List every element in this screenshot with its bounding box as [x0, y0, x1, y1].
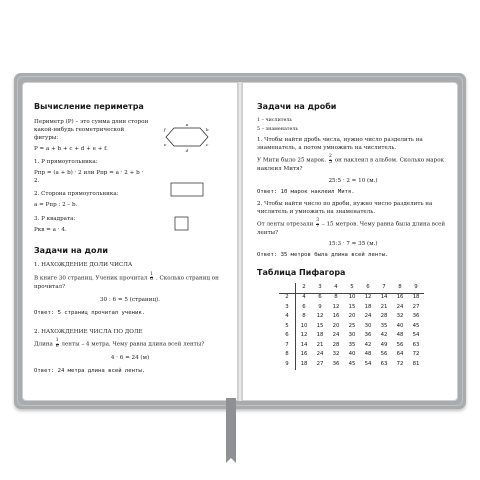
table-cell: 8: [392, 283, 408, 293]
table-row: [279, 360, 424, 370]
table-cell: 9: [279, 360, 296, 370]
table-cell: 35: [380, 322, 388, 329]
table-cell: 28: [332, 341, 340, 348]
table-cell: 36: [412, 313, 420, 320]
table-cell: 72: [396, 360, 404, 367]
square-title: 3. P квадрата:: [34, 215, 76, 222]
table-cell: 10: [300, 322, 308, 329]
hex-label-b: b: [206, 126, 209, 132]
table-cell: 24: [332, 332, 340, 339]
fractions-title: Задачи на доли: [34, 245, 108, 255]
rect-formula: Pпр = (a + b) · 2 или Pпр = a · 2 + b · 2.: [34, 170, 144, 185]
table-cell: 28: [380, 313, 388, 320]
table-cell: 32: [396, 313, 404, 320]
table-cell: 4: [302, 294, 306, 301]
table-cell: 36: [332, 360, 340, 367]
s2-calculation: 4 · 6 = 24 (м): [110, 355, 150, 362]
hexagon-diagram: [160, 120, 216, 154]
s2-answer: Ответ: 24 метра длина всей ленты.: [34, 368, 146, 375]
table-cell: 48: [364, 351, 372, 358]
table-cell: 4: [279, 313, 296, 323]
table-cell: 15: [316, 322, 324, 329]
table-cell: 49: [380, 341, 388, 348]
table-cell: 18: [300, 360, 308, 367]
table-cell: 64: [396, 351, 404, 358]
table-cell: 40: [348, 351, 356, 358]
table-cell: 18: [364, 303, 372, 310]
drobi-example1: [257, 155, 449, 173]
table-cell: 2: [279, 293, 296, 303]
table-row: [279, 313, 424, 323]
s1-text-b: . Сколько страниц он прочитал?: [34, 275, 219, 290]
table-cell: 20: [332, 322, 340, 329]
table-cell: 3: [279, 303, 296, 313]
drobi-title: Задачи на дроби: [257, 102, 337, 111]
table-cell: 6: [302, 303, 306, 310]
fraction-section1-title: 1. НАХОЖДЕНИЕ ДОЛИ ЧИСЛА: [34, 262, 133, 269]
table-cell: 12: [316, 313, 324, 320]
table-cell: 56: [380, 351, 388, 358]
ex1-text-a: У Мити было 25 марок.: [257, 157, 327, 164]
table-cell: 36: [364, 332, 372, 339]
table-cell: 54: [412, 332, 420, 339]
table-cell: 24: [316, 351, 324, 358]
table-cell: 48: [396, 332, 404, 339]
hex-label-e: e: [164, 141, 167, 147]
pythagoras-title: Таблица Пифагора: [257, 267, 346, 277]
table-cell: 5: [344, 283, 360, 293]
ex2-answer: Ответ: 35 метров была длина всей ленты.: [257, 252, 389, 259]
table-row: [279, 351, 424, 361]
table-cell: 8: [334, 294, 338, 301]
table-cell: 12: [300, 332, 308, 339]
table-cell: 21: [316, 341, 324, 348]
s1-answer: Ответ: 5 страниц прочитал ученик.: [34, 309, 146, 316]
table-cell: 42: [364, 341, 372, 348]
table-cell: 4: [328, 283, 344, 293]
table-cell: 5: [279, 322, 296, 332]
table-cell: 40: [396, 322, 404, 329]
table-cell: 6: [279, 332, 296, 342]
fraction-section1-text: [34, 273, 226, 291]
table-cell: 9: [318, 303, 322, 310]
table-cell: 25: [348, 322, 356, 329]
ex2-fraction: $\frac{3}{7}$: [316, 218, 320, 229]
table-cell: 14: [300, 341, 308, 348]
table-cell: 63: [380, 360, 388, 367]
table-cell: 72: [412, 351, 420, 358]
table-cell: 24: [396, 303, 404, 310]
table-header-row: [279, 283, 424, 293]
s1-calculation: 30 : 6 = 5 (страниц).: [99, 296, 161, 303]
perimeter-formula: P = a + b + c + d + e + f.: [34, 145, 108, 152]
rect-side-title: 2. Сторона прямоугольника:: [34, 191, 119, 198]
legend-denominator: 5 – знаменатель: [257, 126, 298, 132]
ex2-text-b: – 15 метров. Чему равна была длина всей ленты?: [257, 221, 446, 237]
table-row: [279, 322, 424, 332]
s1-fraction: $\frac{1}{6}$: [150, 271, 154, 283]
legend-numerator: 1 – числитель: [257, 117, 292, 123]
s2-fraction: $\frac{1}{6}$: [55, 338, 59, 349]
left-page-content: [34, 101, 226, 379]
bookmark-ribbon: [226, 398, 236, 458]
table-cell: 6: [360, 283, 376, 293]
hex-label-f: f: [164, 126, 166, 132]
table-cell: 81: [412, 360, 420, 367]
table-cell: 16: [396, 294, 404, 301]
table-cell: 12: [364, 294, 372, 301]
ex2-calculation: 15:3 · 7 = 35 (м.): [328, 241, 378, 248]
table-cell: 8: [302, 313, 306, 320]
table-cell: 45: [412, 322, 420, 329]
table-cell: 63: [412, 341, 420, 348]
table-cell: 42: [380, 332, 388, 339]
table-cell: 27: [316, 360, 324, 367]
table-cell: 24: [364, 313, 372, 320]
table-cell: 35: [348, 341, 356, 348]
table-row: [279, 341, 424, 351]
rect-title: 1. P прямоугольника:: [34, 159, 98, 166]
table-cell: 21: [380, 303, 388, 310]
table-cell: 12: [332, 303, 340, 310]
table-cell: 8: [279, 351, 296, 361]
table-cell: 7: [376, 283, 392, 293]
drobi-rule2: 2. Чтобы найти число по дроби, нужно число разделить на числитель и умножить на знаменатель.: [257, 200, 433, 215]
table-cell: 18: [316, 332, 324, 339]
table-cell: 15: [348, 303, 356, 310]
s2-text-a: Длина: [34, 341, 53, 348]
perimeter-title: Вычисление периметра: [34, 102, 144, 111]
table-row: [279, 293, 424, 303]
table-cell: 9: [408, 283, 424, 293]
table-cell: 30: [364, 322, 372, 329]
table-cell: 10: [348, 294, 356, 301]
page-fold: [238, 82, 242, 401]
table-cell: 16: [300, 351, 308, 358]
rectangle-diagram: [168, 180, 208, 198]
fraction-section2-text: [34, 339, 226, 349]
table-cell: 32: [332, 351, 340, 358]
table-cell: 30: [348, 332, 356, 339]
table-cell: [279, 283, 296, 293]
ex1-fraction: $\frac{2}{5}$: [328, 154, 332, 165]
ex1-answer: Ответ: 10 марок наклеил Митя.: [257, 188, 355, 195]
perimeter-definition: Периметр (P) – это сумма длин сторон какой-нибудь геометрической фигуры:: [34, 118, 149, 141]
table-cell: 14: [380, 294, 388, 301]
table-cell: 7: [279, 341, 296, 351]
table-cell: 18: [412, 294, 420, 301]
table-cell: 16: [332, 313, 340, 320]
fraction-section2-title: 2. НАХОЖДЕНИЕ ЧИСЛА ПО ДОЛЕ: [34, 329, 143, 336]
s1-text-a: В книге 30 страниц. Ученик прочитал: [34, 275, 148, 282]
s2-text-b: ленты – 4 метра. Чему равна длина всей ленты?: [61, 341, 205, 348]
ex1-text-b: он наклеил в альбом. Сколько марок наклеил Митя?: [257, 157, 445, 173]
ex1-calculation: 25:5 · 2 = 10 (м.): [328, 177, 378, 184]
square-formula: Pкв = a · 4.: [34, 226, 67, 233]
table-cell: 56: [396, 341, 404, 348]
right-page-content: [257, 101, 449, 370]
table-cell: 45: [348, 360, 356, 367]
table-cell: 3: [312, 283, 328, 293]
pythagoras-table: [279, 283, 424, 370]
table-row: [279, 303, 424, 313]
drobi-example2: [257, 219, 449, 237]
drobi-rule1: 1. Чтобы найти дробь числа, нужно число разделить на знаменатель, а потом умножить на числитель.: [257, 137, 423, 152]
table-row: [279, 332, 424, 342]
hex-label-d: d: [185, 147, 189, 153]
hex-label-c: c: [206, 141, 209, 147]
hex-label-a: a: [185, 121, 189, 127]
ex2-text-a: От ленты отрезали: [257, 221, 314, 228]
table-cell: 27: [412, 303, 420, 310]
table-cell: 6: [318, 294, 322, 301]
table-cell: 54: [364, 360, 372, 367]
rect-side-formula: a = Pпр : 2 – b.: [34, 202, 78, 209]
table-cell: 20: [348, 313, 356, 320]
table-cell: 2: [296, 283, 313, 293]
square-diagram: [172, 214, 192, 234]
